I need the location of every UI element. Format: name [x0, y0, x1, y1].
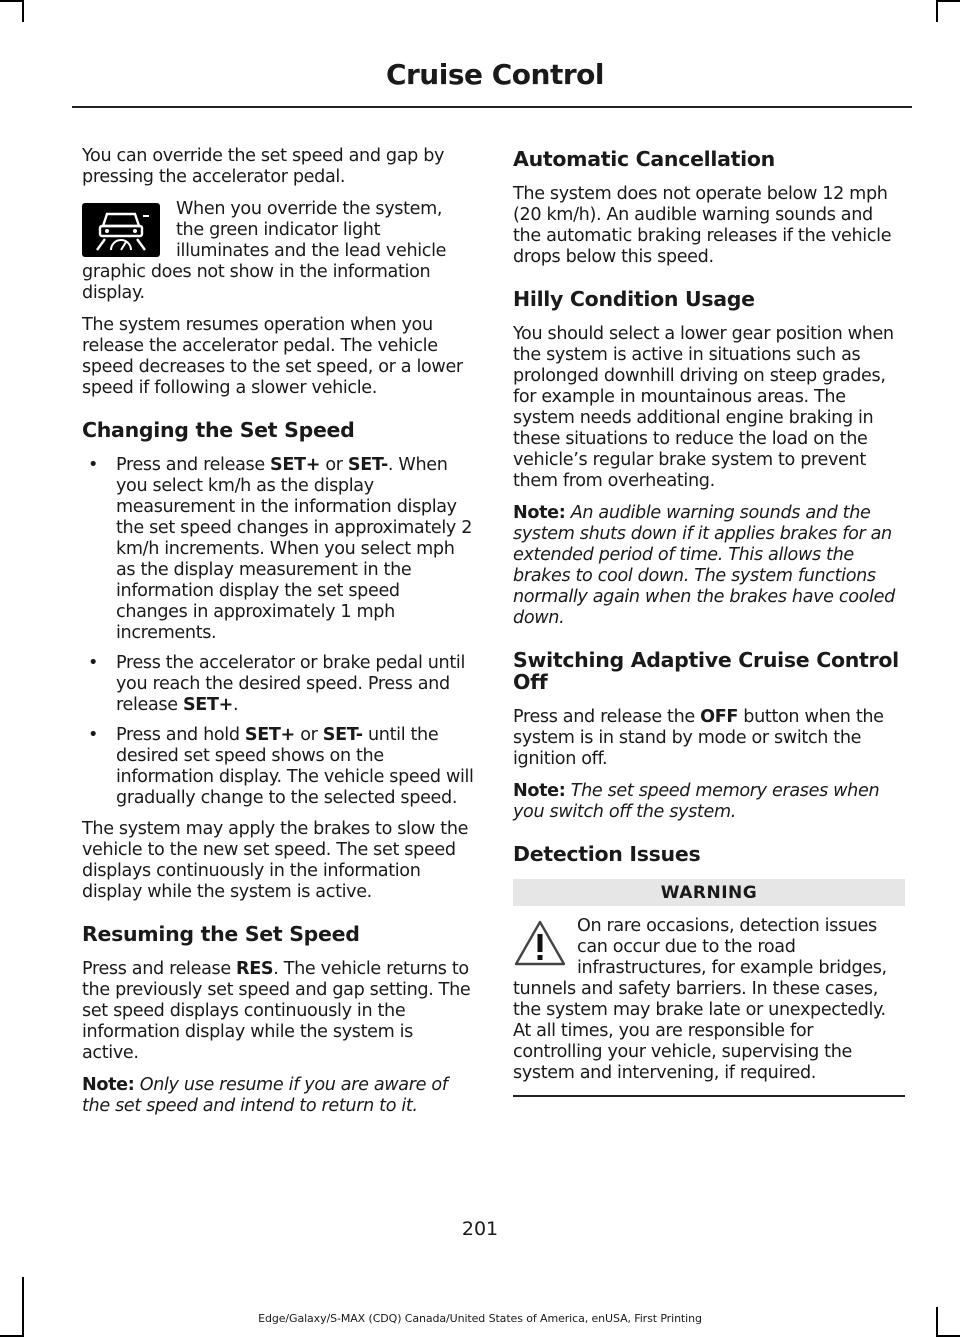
warning-triangle-icon [513, 918, 567, 968]
set-minus-label: SET- [322, 725, 363, 745]
footer-imprint: Edge/Galaxy/S-MAX (CDQ) Canada/United States of America, enUSA, First Printing [258, 1312, 702, 1325]
warning-divider [513, 1095, 905, 1097]
set-minus-label: SET- [347, 455, 388, 475]
off-label: OFF [700, 707, 739, 727]
crop-mark [938, 0, 960, 2]
paragraph: You should select a lower gear position when the system is active in situations such as prolonged downhill driving on steep grades, for example in mountainous areas. The system needs additional engine braking in these situations to reduce the load on the vehicle’s regular brake system to prevent them from overheating. [513, 324, 894, 491]
right-column [513, 146, 905, 1097]
section-heading: Hilly Condition Usage [513, 287, 755, 311]
left-column [82, 146, 474, 1128]
section-heading: Resuming the Set Speed [82, 922, 360, 946]
warning-header: WARNING [513, 879, 905, 906]
note: Note: Only use resume if you are aware of the set speed and intend to return to it. [82, 1075, 448, 1116]
paragraph: The system does not operate below 12 mph (20 km/h). An audible warning sounds and the automatic braking releases if the vehicle drops below this speed. [513, 184, 892, 267]
note: Note: An audible warning sounds and the system shuts down if it applies brakes for an extended period of time. This allows the brakes to cool down. The system functions normally again when the brakes have cooled down. [513, 503, 895, 628]
crop-mark [0, 0, 22, 2]
crop-mark [22, 0, 24, 22]
header-divider [72, 106, 912, 108]
page-title: Cruise Control [385, 58, 604, 91]
paragraph: The system resumes operation when you release the accelerator pedal. The vehicle speed decreases to the set speed, or a lower speed if following a slower vehicle. [82, 315, 463, 398]
page-number: 201 [461, 1218, 499, 1240]
list-item: • Press and hold SET+ or SET- until the desired set speed shows on the information display. The vehicle speed will gradually change to the selected speed. [88, 725, 474, 808]
paragraph: Press and release RES. The vehicle returns to the previously set speed and gap setting. The set speed displays continuously in the information display while the system is active. [82, 959, 471, 1063]
crop-mark [936, 0, 938, 22]
bullet-list [82, 455, 474, 809]
section-heading: Detection Issues [513, 842, 701, 866]
set-plus-label: SET+ [244, 725, 295, 745]
note: Note: The set speed memory erases when you switch off the system. [513, 781, 880, 822]
crop-mark [22, 1277, 24, 1337]
paragraph: When you override the system, the green indicator light illuminates and the lead vehicle graphic does not show in the information display. [82, 199, 447, 303]
warning-text: On rare occasions, detection issues can occur due to the road infrastructures, for example bridges, tunnels and safety barriers. In these cases, the system may brake late or unexpectedly. At all times, you are responsible for controlling your vehicle, supervising the system and intervening, if required. [513, 916, 887, 1083]
set-plus-label: SET+ [270, 455, 321, 475]
paragraph: Press and release the OFF button when the system is in stand by mode or switch the ignition off. [513, 707, 884, 769]
section-heading: Automatic Cancellation [513, 147, 775, 171]
warning-box [513, 916, 905, 1097]
paragraph: You can override the set speed and gap by pressing the accelerator pedal. [82, 146, 445, 187]
res-label: RES [236, 959, 274, 979]
list-item: • Press and release SET+ or SET-. When you select km/h as the display measurement in the information display the set speed changes in approximately 2 km/h increments. When you select mph as the display measurement in the information display the set speed changes in approximately 1 mph increments. [88, 455, 473, 643]
paragraph: The system may apply the brakes to slow the vehicle to the new set speed. The set speed displays continuously in the information display while the system is active. [82, 819, 469, 902]
lead-vehicle-override-icon [82, 203, 160, 257]
set-plus-label: SET+ [182, 695, 233, 715]
section-heading: Switching Adaptive Cruise Control Off [513, 648, 899, 694]
section-heading: Changing the Set Speed [82, 418, 355, 442]
list-item: • Press the accelerator or brake pedal until you reach the desired speed. Press and release SET+. [88, 653, 465, 715]
